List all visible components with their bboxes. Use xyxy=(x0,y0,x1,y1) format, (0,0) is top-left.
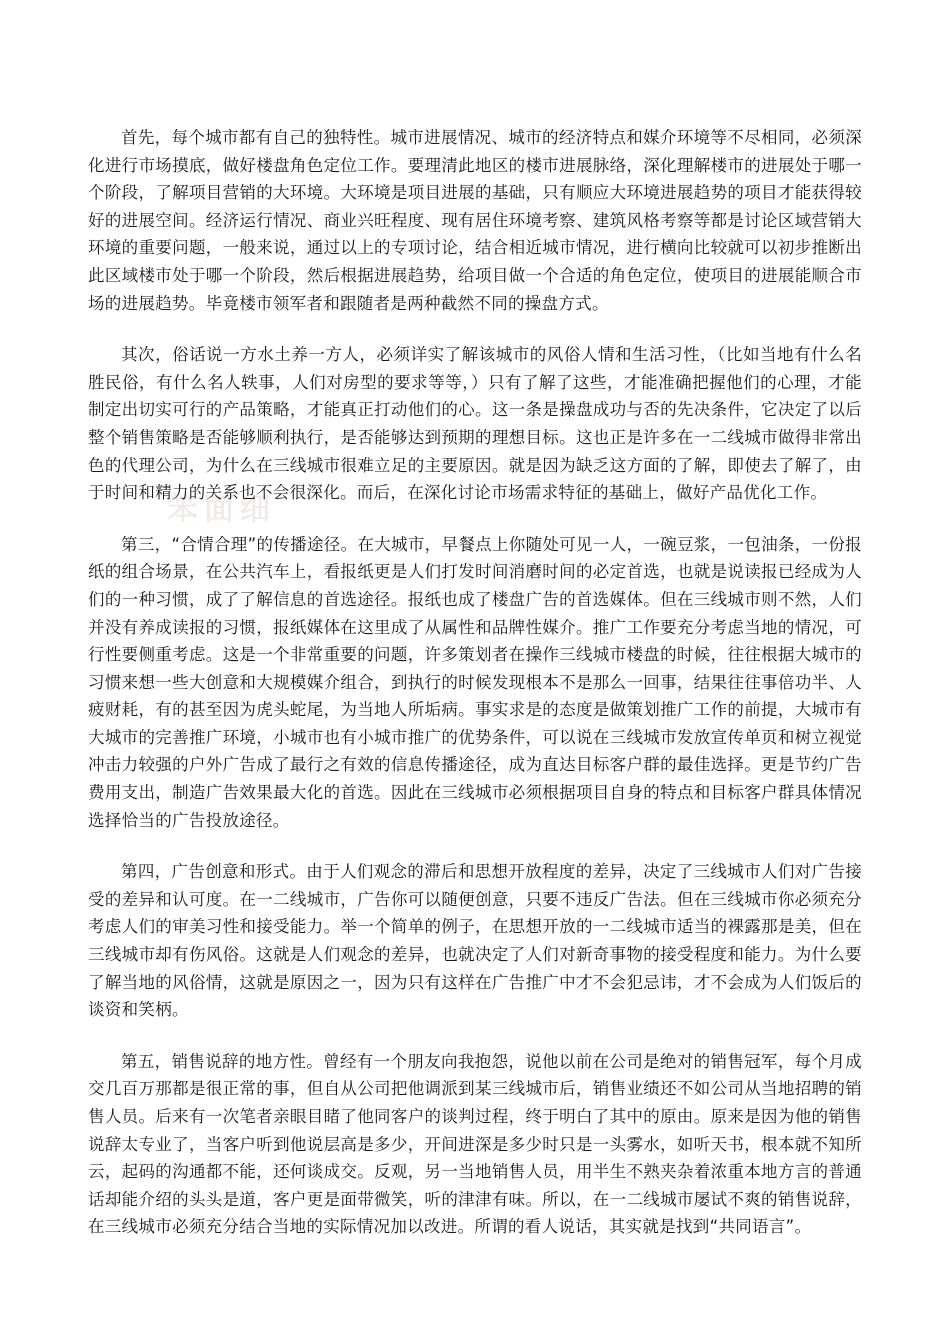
paragraph-2: 其次，俗话说一方水土养一方人，必须详实了解该城市的风俗人情和生活习性，（比如当地有什么名胜民俗，有什么名人轶事，人们对房型的要求等等，）只有了解了这些，才能准确把握他们的心理，才能制定出切实可行的产品策略，才能真正打动他们的心。这一条是操盘成功与否的先决条件，它决定了以后整个销售策略是否能够顺利执行，是否能够达到预期的理想目标。这也正是许多在一二线城市做得非常出色的代理公司，为什么在三线城市很难立足的主要原因。就是因为缺乏这方面的了解，即使去了解了，由于时间和精力的关系也不会很深化。而后，在深化讨论市场需求特征的基础上，做好产品优化工作。 xyxy=(88,345,862,503)
paragraph-5: 第五，销售说辞的地方性。曾经有一个朋友向我抱怨，说他以前在公司是绝对的销售冠军，每个月成交几百万那都是很正常的事，但自从公司把他调派到某三线城市后，销售业绩还不如公司从当地招聘的销售人员。后来有一次笔者亲眼目睹了他同客户的谈判过程，终于明白了其中的原由。原来是因为他的销售说辞太专业了，当客户听到他说层高是多少，开间进深是多少时只是一头雾水，如听天书，根本就不知所云，起码的沟通都不能，还何谈成交。反观，另一当地销售人员，用半生不熟夹杂着浓重本地方言的普通话却能介绍的头头是道，客户更是面带微笑，听的津津有味。所以，在一二线城市屡试不爽的销售说辞，在三线城市必须充分结合当地的实际情况加以改进。所谓的看人说话，其实就是找到“共同语言”。 xyxy=(88,1051,862,1237)
paragraph-1: 首先，每个城市都有自己的独特性。城市进展情况、城市的经济特点和媒介环境等不尽相同，必须深化进行市场摸底，做好楼盘角色定位工作。要理清此地区的楼市进展脉络，深化理解楼市的进展处于哪一个阶段，了解项目营销的大环境。大环境是项目进展的基础，只有顺应大环境进展趋势的项目才能获得较好的进展空间。经济运行情况、商业兴旺程度、现有居住环境考察、建筑风格考察等都是讨论区域营销大环境的重要问题，一般来说，通过以上的专项讨论，结合相近城市情况，进行横向比较就可以初步推断出此区域楼市处于哪一个阶段，然后根据进展趋势，给项目做一个合适的角色定位，使项目的进展能顺合市场的进展趋势。毕竟楼市领军者和跟随者是两种截然不同的操盘方式。 xyxy=(88,128,862,313)
paragraph-4: 第四，广告创意和形式。由于人们观念的滞后和思想开放程度的差异，决定了三线城市人们对广告接受的差异和认可度。在一二线城市，广告你可以随便创意，只要不违反广告法。但在三线城市你必须充分考虑人们的审美习性和接受能力。举一个简单的例子，在思想开放的一二线城市适当的裸露那是美，但在三线城市却有伤风俗。这就是人们观念的差异，也就决定了人们对新奇事物的接受程度和能力。为什么要了解当地的风俗情，这就是原因之一，因为只有这样在广告推广中才不会犯忌讳，才不会成为人们饭后的谈资和笑柄。 xyxy=(88,862,862,1020)
watermark-stamp: 笨面细 xyxy=(168,492,276,527)
document-page xyxy=(88,124,862,1265)
paragraph-3: 第三，“合情合理”的传播途径。在大城市，早餐点上你随处可见一人，一碗豆浆，一包油条，一份报纸的组合场景，在公共汽车上，看报纸更是人们打发时间消磨时间的必定首选，也就是说读报已经成为人们的一种习惯，成了了解信息的首选途径。报纸也成了楼盘广告的首选媒体。但在三线城市则不然，人们并没有养成读报的习惯，报纸媒体在这里成了从属性和品牌性媒介。推广工作要充分考虑当地的情况，可行性要侧重考虑。这是一个非常重要的问题，许多策划者在操作三线城市楼盘的时候，往往根据大城市的习惯来想一些大创意和大规模媒介组合，到执行的时候发现根本不是那么一回事，结果往往事倍功半、人疲财耗，有的甚至因为虎头蛇尾，为当地人所垢病。事实求是的态度是做策划推广工作的前提，大城市有大城市的完善推广环境，小城市也有小城市推广的优势条件，可以说在三线城市发放宣传单页和树立视觉冲击力较强的户外广告成了最行之有效的信息传播途径，成为直达目标客户群的最佳选择。更是节约广告费用支出，制造广告效果最大化的首选。因此在三线城市必须根据项目自身的特点和目标客户群具体情况选择恰当的广告投放途径。 xyxy=(88,534,862,830)
